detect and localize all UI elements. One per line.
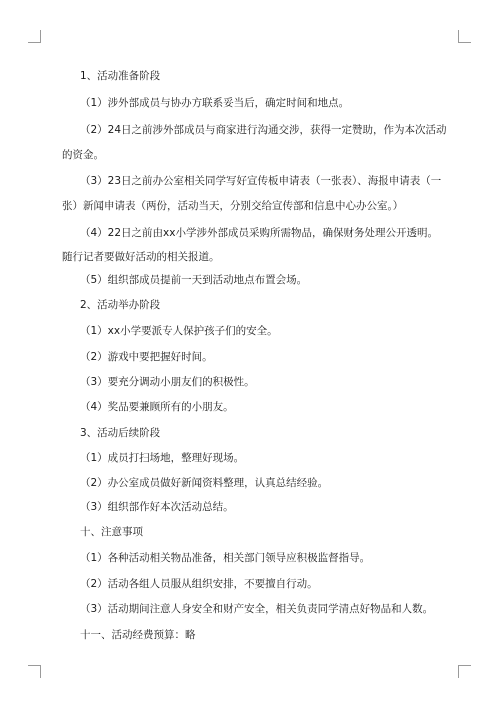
- paragraph-line: （2）游戏中要把握好时间。: [80, 351, 213, 363]
- paragraph-line: （3）要充分调动小朋友们的积极性。: [80, 376, 255, 388]
- paragraph-line: （1）各种活动相关物品准备，相关部门领导应积极监督指导。: [80, 552, 371, 564]
- crop-mark-bottom-right: [458, 665, 471, 678]
- heading-event-stage: 2、活动举办阶段: [80, 299, 161, 311]
- paragraph-line: （3）23日之前办公室相关同学写好宣传板申请表（一张表）、海报申请表（一: [80, 175, 442, 187]
- paragraph-line: （3）组织部作好本次活动总结。: [80, 501, 234, 513]
- paragraph-line: 张）新闻申请表（两份，活动当天，分别交给宣传部和信息中心办公室。）: [62, 200, 404, 212]
- paragraph-line: （5）组织部成员提前一天到活动地点布置会场。: [80, 274, 308, 286]
- paragraph-line: 的资金。: [62, 149, 104, 161]
- crop-mark-top-left: [28, 30, 41, 43]
- paragraph-line: （2）办公室成员做好新闻资料整理，认真总结经验。: [80, 477, 329, 489]
- paragraph-line: （1）xx小学要派专人保护孩子们的安全。: [80, 325, 278, 337]
- paragraph-line: （2）活动各组人员服从组织安排，不要擅自行动。: [80, 578, 318, 590]
- heading-notes: 十、注意事项: [80, 526, 143, 538]
- crop-mark-bottom-left: [28, 665, 41, 678]
- paragraph-line: （3）活动期间注意人身安全和财产安全，相关负责同学清点好物品和人数。: [80, 603, 434, 615]
- paragraph-line: 随行记者要做好活动的相关报道。: [62, 251, 220, 263]
- paragraph-line: （1）涉外部成员与协办方联系妥当后，确定时间和地点。: [80, 97, 350, 109]
- heading-budget: 十一、活动经费预算：略: [80, 629, 196, 641]
- paragraph-line: （2）24日之前涉外部成员与商家进行沟通交涉，获得一定赞助，作为本次活动: [80, 124, 447, 136]
- crop-mark-top-right: [458, 30, 471, 43]
- heading-followup-stage: 3、活动后续阶段: [80, 427, 161, 439]
- heading-preparation-stage: 1、活动准备阶段: [80, 70, 161, 82]
- paragraph-line: （4）22日之前由xx小学涉外部成员采购所需物品，确保财务处理公开透明。: [80, 227, 438, 239]
- paragraph-line: （1）成员打扫场地，整理好现场。: [80, 452, 245, 464]
- paragraph-line: （4）奖品要兼顾所有的小朋友。: [80, 401, 234, 413]
